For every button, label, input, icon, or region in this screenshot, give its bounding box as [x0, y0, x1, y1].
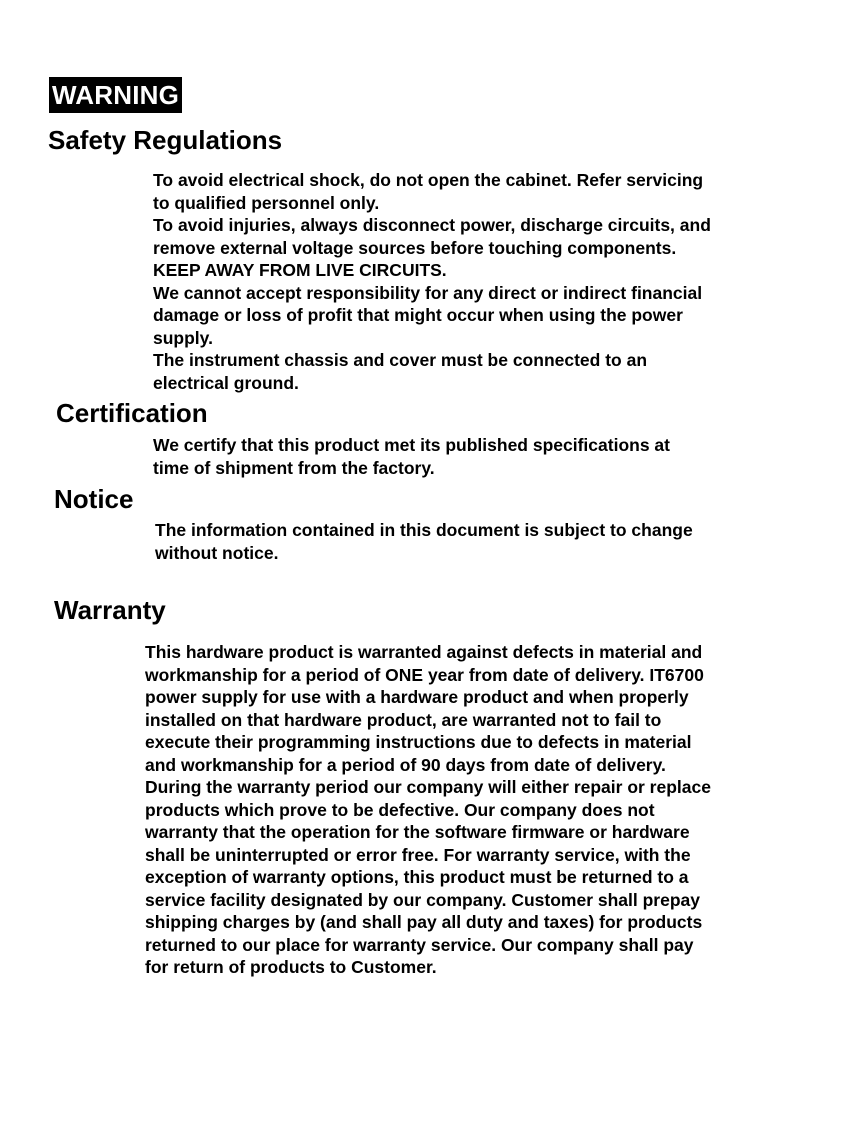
text-line: for return of products to Customer. [145, 957, 437, 977]
text-line: power supply for use with a hardware product and when properly [145, 687, 689, 707]
text-line: electrical ground. [153, 372, 299, 393]
text-line: workmanship for a period of ONE year from date of delivery. IT6700 [145, 664, 704, 685]
text-line: warranty that the operation for the software firmware or hardware [145, 822, 690, 842]
notice-heading: Notice [54, 484, 134, 514]
warning-label: WARNING [49, 77, 182, 113]
text-line: execute their programming instructions due to defects in material [145, 732, 692, 752]
text-line: time of shipment from the factory. [153, 457, 435, 478]
text-line: supply. [153, 327, 213, 348]
certification-heading: Certification [56, 398, 208, 428]
notice-text [155, 519, 693, 564]
text-line: KEEP AWAY FROM LIVE CIRCUITS. [153, 260, 447, 280]
text-line: to qualified personnel only. [153, 192, 380, 213]
text-line: and workmanship for a period of 90 days from date of delivery. [145, 754, 666, 775]
text-line: installed on that hardware product, are warranted not to fail to [145, 709, 662, 730]
text-line: The information contained in this document is subject to change [155, 520, 693, 540]
text-line: returned to our place for warranty service. Our company shall pay [145, 934, 694, 955]
text-line: This hardware product is warranted against defects in material and [145, 642, 703, 662]
text-line: shipping charges by (and shall pay all duty and taxes) for products [145, 912, 703, 932]
text-line: To avoid electrical shock, do not open the cabinet. Refer servicing [153, 170, 704, 190]
warranty-text [145, 641, 711, 979]
warranty-heading: Warranty [54, 595, 166, 625]
safety-regulations-heading: Safety Regulations [48, 125, 283, 155]
text-line: products which prove to be defective. Our company does not [145, 799, 655, 820]
text-line: We certify that this product met its published specifications at [153, 435, 670, 455]
text-line: We cannot accept responsibility for any direct or indirect financial [153, 282, 703, 303]
text-line: damage or loss of profit that might occur when using the power [153, 305, 683, 325]
text-line: To avoid injuries, always disconnect power, discharge circuits, and [153, 215, 711, 235]
text-line: service facility designated by our company. Customer shall prepay [145, 889, 701, 910]
text-line: shall be uninterrupted or error free. For warranty service, with the [145, 844, 691, 865]
text-line: remove external voltage sources before touching components. [153, 237, 677, 258]
text-line: exception of warranty options, this product must be returned to a [145, 867, 689, 887]
certification-text [153, 434, 670, 479]
text-line: without notice. [155, 542, 279, 563]
text-line: During the warranty period our company will either repair or replace [145, 777, 711, 797]
safety-regulations-text [153, 169, 711, 394]
text-line: The instrument chassis and cover must be connected to an [153, 350, 648, 370]
